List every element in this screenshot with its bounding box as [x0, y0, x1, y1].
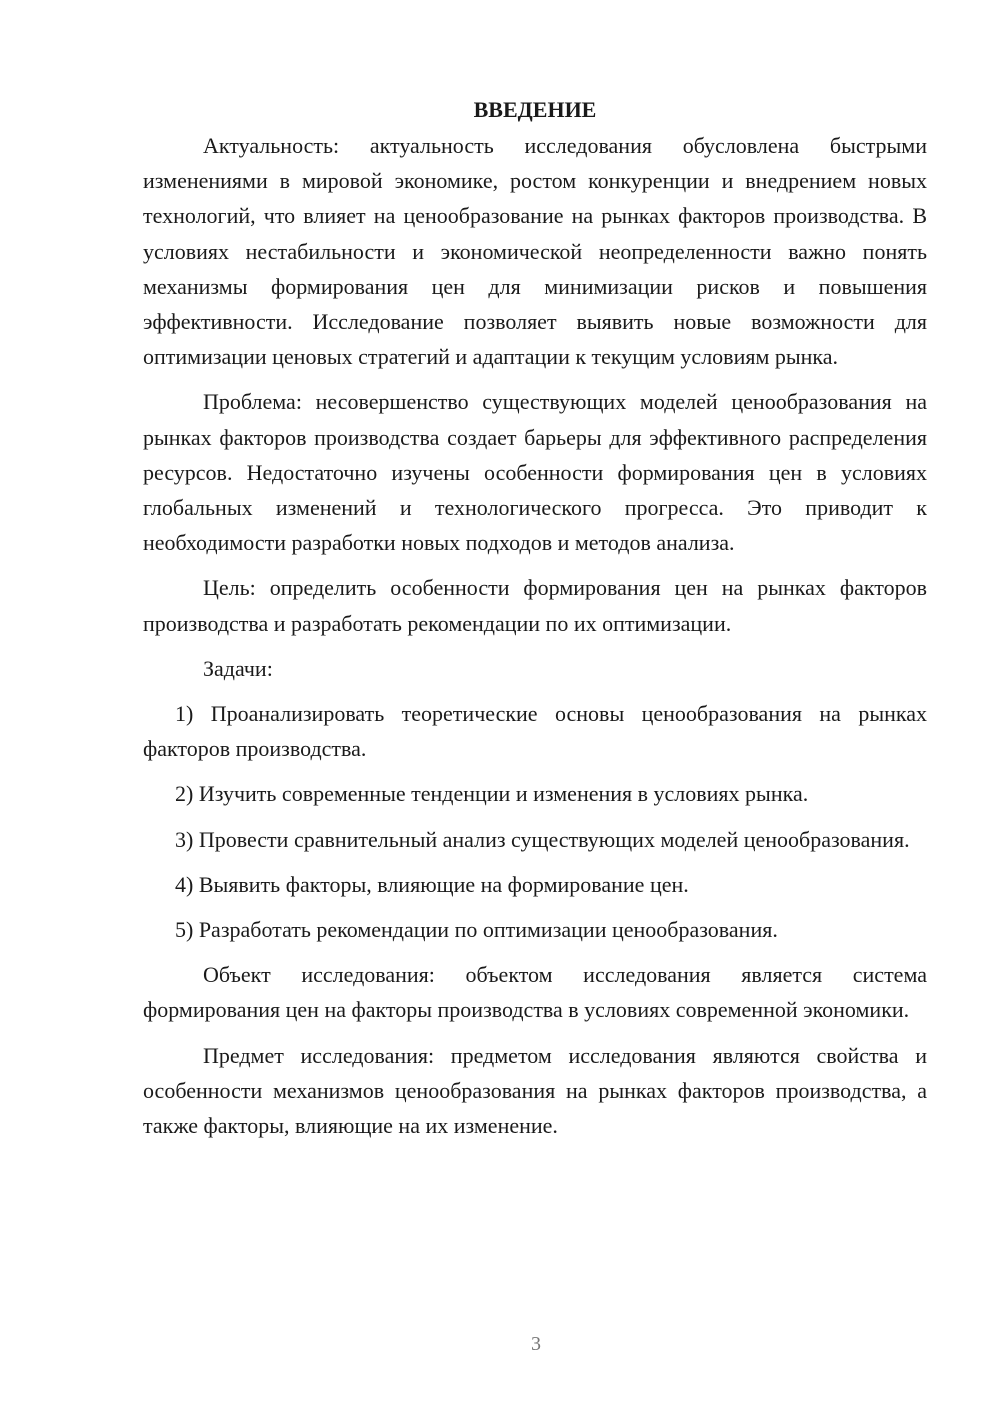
task-item-4: 4) Выявить факторы, влияющие на формирование цен.	[175, 871, 689, 897]
goal-paragraph: Цель: определить особенности формирования цен на рынках факторов производства и разработать рекомендации по их оптимизации.	[143, 575, 927, 636]
page-content	[143, 92, 927, 1143]
page-number: 3	[531, 1333, 541, 1355]
object-paragraph: Объект исследования: объектом исследования является система формирования цен на факторы производства в условиях современной экономики.	[143, 962, 927, 1023]
task-item-1: 1) Проанализировать теоретические основы ценообразования на рынках факторов производства.	[143, 701, 927, 762]
problem-paragraph: Проблема: несовершенство существующих моделей ценообразования на рынках факторов производства создает барьеры для эффективного распределения ресурсов. Недостаточно изучены особенности формирования цен в условиях глобальных изменений и технологического прогресса. Это приводит к необходимости разработки новых подходов и методов анализа.	[143, 389, 927, 556]
task-item-2: 2) Изучить современные тенденции и изменения в условиях рынка.	[175, 781, 809, 807]
subject-paragraph: Предмет исследования: предметом исследования являются свойства и особенности механизмов ценообразования на рынках факторов производства, а также факторы, влияющие на их изменение.	[143, 1042, 927, 1139]
section-title: ВВЕДЕНИЕ	[473, 97, 597, 122]
tasks-label: Задачи:	[203, 655, 273, 681]
task-item-3: 3) Провести сравнительный анализ существующих моделей ценообразования.	[175, 826, 910, 852]
task-item-5: 5) Разработать рекомендации по оптимизации ценообразования.	[175, 917, 778, 943]
relevance-paragraph: Актуальность: актуальность исследования обусловлена быстрыми изменениями в мировой экономике, ростом конкуренции и внедрением новых технологий, что влияет на ценообразование на рынках факторов производства. В условиях нестабильности и экономической неопределенности важно понять механизмы формирования цен для минимизации рисков и повышения эффективности. Исследование позволяет выявить новые возможности для оптимизации ценовых стратегий и адаптации к текущим условиям рынка.	[143, 133, 927, 370]
